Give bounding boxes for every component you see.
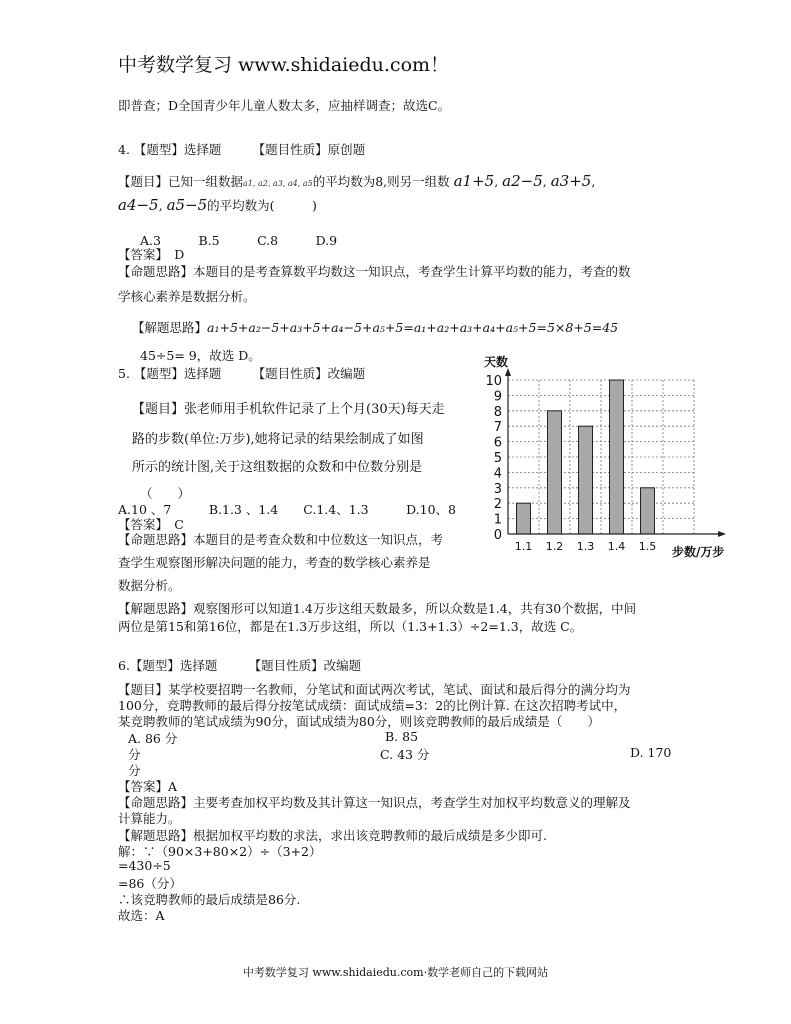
- q5-stem-line2: 路的步数(单位:万步),她将记录的结果绘制成了如图: [132, 432, 424, 447]
- x-tick-label: 1.2: [545, 540, 564, 553]
- bar-1.3: [579, 426, 593, 534]
- q5-idea-line1: 【命题思路】本题目的是考查众数和中位数这一知识点，考: [118, 532, 444, 547]
- q5-answer: 【答案】 C: [118, 517, 184, 532]
- q6-option-c: C. 43 分: [380, 747, 430, 762]
- y-tick-label: 4: [493, 466, 502, 482]
- q4-idea-line1: 【命题思路】本题目的是考查算数平均数这一知识点，考查学生计算平均数的能力，考查的数: [118, 264, 631, 279]
- q5-solution-line2: 两位是第15和第16位，都是在1.3万步这组，所以（1.3+1.3）÷2=1.3，故选 C。: [118, 619, 583, 634]
- q4-expr-3: a3+5: [550, 172, 592, 190]
- y-tick-label: 8: [493, 404, 502, 420]
- q6-stem-line3: 某竞聘教师的笔试成绩为90分，面试成绩为80分，则该竞聘教师的最后成绩是（ ）: [118, 714, 600, 729]
- q4-options: A.3 B.5 C.8 D.9: [140, 233, 338, 248]
- y-tick-label: 10: [485, 374, 502, 389]
- q5-stem-line3: 所示的统计图,关于这组数据的众数和中位数分别是: [132, 460, 423, 475]
- q4-expr-5: a5−5: [166, 196, 208, 214]
- q4-solution-line1: [132, 318, 618, 336]
- q6-meta: 6.【题型】选择题 【题目性质】改编题: [118, 658, 362, 673]
- intro-line: 即普查；D全国青少年儿童人数太多，应抽样调查；故选C。: [118, 98, 451, 113]
- bar-1.5: [641, 488, 655, 534]
- x-tick-label: 1.5: [638, 540, 657, 553]
- y-tick-label: 3: [493, 481, 502, 497]
- bar-chart: [470, 350, 730, 560]
- q4-data-a5: a5: [302, 179, 313, 188]
- q5-solution-line1: 【解题思路】观察图形可以知道1.4万步这组天数最多，所以众数是1.4，共有30个数据，中间: [118, 601, 637, 616]
- x-tick-label: 1.3: [576, 540, 595, 553]
- q4-expr-2: a2−5: [502, 172, 543, 190]
- q4-expr-1: a1+5: [453, 172, 495, 190]
- q5-idea-line3: 数据分析。: [118, 578, 181, 593]
- q4-answer: 【答案】 D: [118, 247, 185, 262]
- x-axis-arrow: [718, 531, 726, 537]
- y-tick-label: 5: [493, 451, 502, 466]
- q6-solution-line5: ∴该竞聘教师的最后成绩是86分.: [118, 892, 301, 907]
- q6-option-d-unit: 分: [128, 763, 141, 778]
- q4-stem-mid: 的平均数为8,则另一组数: [312, 174, 450, 189]
- y-axis-arrow: [505, 368, 511, 376]
- q4-data-a4: a4: [287, 179, 298, 188]
- q5-options: A.10 、7 B.1.3 、1.4 C.1.4、1.3 D.10、8: [118, 502, 456, 517]
- q6-option-b-unit: 分: [128, 747, 141, 762]
- q6-solution-line6: 故选：A: [118, 908, 165, 923]
- y-tick-label: 2: [493, 497, 502, 513]
- y-tick-label: 7: [493, 420, 502, 436]
- q6-idea-line2: 计算能力。: [118, 811, 181, 826]
- q6-solution-line3: =430÷5: [118, 858, 171, 873]
- y-axis-title: 天数: [484, 355, 509, 369]
- y-tick-label: 6: [493, 435, 502, 451]
- q6-stem-line1: 【题目】某学校要招聘一名教师，分笔试和面试两次考试，笔试、面试和最后得分的满分均为: [118, 682, 631, 697]
- page-footer: 中考数学复习 www.shidaiedu.com·数学老师自己的下载网站: [242, 966, 549, 979]
- q6-solution-line4: =86（分）: [118, 876, 182, 891]
- q6-solution-line2: 解：∵（90×3+80×2）÷（3+2）: [118, 844, 322, 859]
- chart-grid: [508, 380, 694, 534]
- q6-option-d: D. 170: [630, 745, 672, 760]
- q6-answer: 【答案】A: [118, 779, 178, 794]
- q4-meta: 4. 【题型】选择题 【题目性质】原创题: [118, 142, 366, 157]
- q6-solution-line1: 【解题思路】根据加权平均数的求法，求出该竞聘教师的最后成绩是多少即可.: [118, 828, 547, 843]
- q4-solution-line2: 45÷5= 9，故选 D。: [140, 348, 261, 363]
- y-tick-label: 1: [493, 512, 502, 528]
- x-tick-label: 1.1: [514, 540, 533, 553]
- q5-stem-line1: 【题目】张老师用手机软件记录了上个月(30天)每天走: [132, 402, 445, 417]
- q5-meta: 5. 【题型】选择题 【题目性质】改编题: [118, 366, 366, 381]
- x-tick-label: 1.4: [607, 540, 626, 553]
- bar-1.4: [610, 380, 624, 534]
- q5-stem-line4: （ ）: [140, 486, 191, 501]
- bar-1.2: [548, 411, 562, 534]
- q4-expr-4: a4−5: [118, 196, 159, 214]
- q4-data-a3: a3: [272, 179, 283, 188]
- q4-stem-prefix: 【题目】已知一组数据: [118, 174, 244, 189]
- q4-idea-line2: 学核心素养是数据分析。: [118, 289, 256, 304]
- q4-stem-line1: 【题目】已知一组数据a1, a2, a3, a4, a5的平均数为8,则另一组数 a1+5, a2−5, a3+5,: [118, 172, 596, 190]
- q4-solution-expr: a₁+5+a₂−5+a₃+5+a₄−5+a₅+5=a₁+a₂+a₃+a₄+a₅+5=5×8+5=45: [207, 320, 619, 335]
- q6-option-a: A. 86 分: [128, 731, 178, 746]
- q4-data-a2: a2: [257, 179, 268, 188]
- y-tick-label: 0: [493, 528, 502, 543]
- q4-data-a1: a1: [243, 179, 253, 188]
- q5-idea-line2: 查学生观察图形解决问题的能力，考查的数学核心素养是: [118, 555, 431, 570]
- q4-solution-label: 【解题思路】: [132, 320, 208, 335]
- bar-1.1: [517, 503, 531, 534]
- y-tick-label: 9: [493, 389, 502, 405]
- q4-stem-suffix: 的平均数为( ): [207, 198, 317, 213]
- q6-idea-line1: 【命题思路】主要考查加权平均数及其计算这一知识点，考查学生对加权平均数意义的理解及: [118, 795, 631, 810]
- q6-stem-line2: 100分，竞聘教师的最后得分按笔试成绩：面试成绩=3：2的比例计算. 在这次招聘考试中，: [118, 698, 627, 713]
- page-header: 中考数学复习 www.shidaiedu.com！: [118, 54, 450, 76]
- q4-stem-line2: a4−5, a5−5的平均数为( ): [118, 196, 317, 214]
- x-axis-title: 步数/万步: [672, 545, 725, 559]
- q6-option-b: B. 85: [385, 729, 419, 744]
